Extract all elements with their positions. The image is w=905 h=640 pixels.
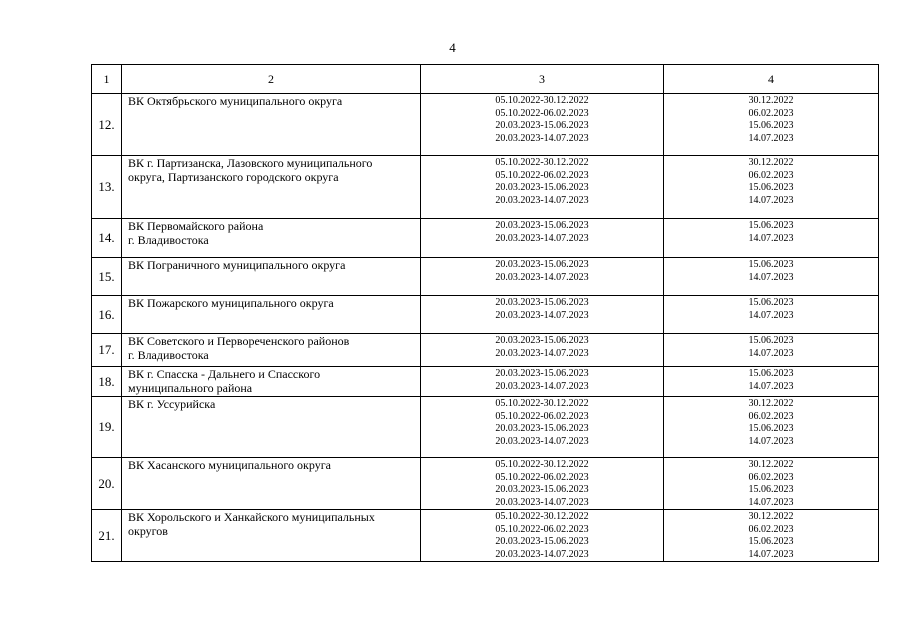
period-cell-line: 20.03.2023-15.06.2023	[495, 536, 589, 547]
deadline-cell	[664, 296, 879, 334]
period-cell-line: 20.03.2023-15.06.2023	[495, 297, 589, 308]
deadline-cell-line: 14.07.2023	[748, 194, 794, 206]
period-cell-line: 20.03.2023-14.07.2023	[495, 435, 589, 447]
period-cell-line: 05.10.2022-30.12.2022	[495, 157, 589, 168]
deadline-cell-line: 06.02.2023	[748, 471, 794, 483]
period-cell-line: 20.03.2023-15.06.2023	[495, 423, 589, 434]
header-col-1: 1	[92, 65, 122, 94]
table-row	[92, 458, 879, 510]
deadline-cell-line: 06.02.2023	[748, 107, 794, 119]
table-body	[92, 94, 879, 562]
period-cell-line: 20.03.2023-15.06.2023	[495, 120, 589, 131]
commission-name-line: муниципального района	[128, 380, 253, 395]
deadline-cell-line: 15.06.2023	[748, 120, 794, 131]
commission-name	[122, 156, 421, 219]
period-cell-line: 05.10.2022-06.02.2023	[495, 107, 589, 119]
deadline-cell	[664, 219, 879, 258]
row-number: 16.	[92, 296, 122, 334]
commission-name	[122, 367, 421, 397]
deadline-cell-line: 30.12.2022	[748, 95, 794, 106]
commission-name-line: округов	[128, 523, 168, 538]
period-cell-line: 05.10.2022-30.12.2022	[495, 511, 589, 522]
period-cell-line: 20.03.2023-15.06.2023	[495, 335, 589, 346]
deadline-cell-line: 14.07.2023	[748, 347, 794, 359]
commission-name-line: г. Владивостока	[128, 232, 209, 247]
deadline-cell	[664, 397, 879, 458]
table-row	[92, 219, 879, 258]
period-cell-line: 05.10.2022-30.12.2022	[495, 398, 589, 409]
deadline-cell-line: 15.06.2023	[748, 259, 794, 270]
period-cell-line: 20.03.2023-14.07.2023	[495, 496, 589, 508]
deadline-cell-line: 06.02.2023	[748, 169, 794, 181]
deadline-cell-line: 30.12.2022	[748, 398, 794, 409]
row-number: 14.	[92, 219, 122, 258]
period-cell-line: 05.10.2022-06.02.2023	[495, 410, 589, 422]
commission-schedule-table	[91, 64, 879, 562]
deadline-cell-line: 14.07.2023	[748, 309, 794, 321]
deadline-cell-line: 30.12.2022	[748, 157, 794, 168]
row-number: 13.	[92, 156, 122, 219]
period-cell	[421, 296, 664, 334]
table-row	[92, 510, 879, 562]
deadline-cell-line: 15.06.2023	[748, 536, 794, 547]
deadline-cell	[664, 510, 879, 562]
period-cell-line: 20.03.2023-14.07.2023	[495, 194, 589, 206]
period-cell-line: 20.03.2023-14.07.2023	[495, 548, 589, 560]
deadline-cell-line: 14.07.2023	[748, 496, 794, 508]
commission-name	[122, 510, 421, 562]
deadline-cell	[664, 334, 879, 367]
commission-name-line: ВК Хасанского муниципального округа	[128, 458, 331, 472]
commission-name-line: ВК Пожарского муниципального округа	[128, 296, 334, 310]
deadline-cell-line: 14.07.2023	[748, 548, 794, 560]
row-number: 18.	[92, 367, 122, 397]
table-row	[92, 156, 879, 219]
page-number: 4	[449, 40, 456, 55]
row-number: 12.	[92, 94, 122, 156]
period-cell-line: 05.10.2022-06.02.2023	[495, 471, 589, 483]
commission-name	[122, 219, 421, 258]
commission-name	[122, 94, 421, 156]
commission-name-line: ВК г. Уссурийска	[128, 397, 216, 411]
deadline-cell-line: 30.12.2022	[748, 511, 794, 522]
period-cell	[421, 94, 664, 156]
period-cell	[421, 219, 664, 258]
period-cell	[421, 367, 664, 397]
commission-name	[122, 258, 421, 296]
period-cell-line: 20.03.2023-15.06.2023	[495, 220, 589, 231]
period-cell	[421, 334, 664, 367]
commission-name	[122, 334, 421, 367]
deadline-cell-line: 15.06.2023	[748, 423, 794, 434]
period-cell-line: 20.03.2023-14.07.2023	[495, 232, 589, 244]
deadline-cell-line: 06.02.2023	[748, 410, 794, 422]
deadline-cell-line: 14.07.2023	[748, 271, 794, 283]
table-row	[92, 296, 879, 334]
row-number: 21.	[92, 510, 122, 562]
deadline-cell-line: 15.06.2023	[748, 182, 794, 193]
commission-name	[122, 296, 421, 334]
row-number: 19.	[92, 397, 122, 458]
table-row	[92, 258, 879, 296]
period-cell-line: 20.03.2023-15.06.2023	[495, 368, 589, 379]
period-cell-line: 20.03.2023-15.06.2023	[495, 259, 589, 270]
commission-name-line: ВК г. Спасска - Дальнего и Спасского	[128, 367, 321, 381]
period-cell	[421, 458, 664, 510]
period-cell-line: 05.10.2022-06.02.2023	[495, 523, 589, 535]
header-col-2: 2	[122, 65, 421, 94]
period-cell-line: 05.10.2022-06.02.2023	[495, 169, 589, 181]
table-row	[92, 397, 879, 458]
deadline-cell-line: 15.06.2023	[748, 335, 794, 346]
period-cell-line: 20.03.2023-15.06.2023	[495, 182, 589, 193]
deadline-cell-line: 30.12.2022	[748, 459, 794, 470]
period-cell-line: 20.03.2023-14.07.2023	[495, 271, 589, 283]
period-cell	[421, 397, 664, 458]
table-row	[92, 334, 879, 367]
deadline-cell-line: 14.07.2023	[748, 232, 794, 244]
deadline-cell-line: 14.07.2023	[748, 435, 794, 447]
deadline-cell	[664, 94, 879, 156]
table-row	[92, 94, 879, 156]
period-cell-line: 05.10.2022-30.12.2022	[495, 459, 589, 470]
deadline-cell-line: 15.06.2023	[748, 484, 794, 495]
deadline-cell-line: 14.07.2023	[748, 380, 794, 392]
period-cell-line: 20.03.2023-15.06.2023	[495, 484, 589, 495]
deadline-cell	[664, 156, 879, 219]
commission-name-line: округа, Партизанского городского округа	[128, 169, 339, 184]
commission-name-line: ВК Пограничного муниципального округа	[128, 258, 346, 272]
commission-name-line: ВК Октябрьского муниципального округа	[128, 94, 343, 108]
period-cell-line: 20.03.2023-14.07.2023	[495, 380, 589, 392]
period-cell-line: 05.10.2022-30.12.2022	[495, 95, 589, 106]
deadline-cell-line: 15.06.2023	[748, 220, 794, 231]
commission-name	[122, 397, 421, 458]
table-header-row	[92, 65, 879, 94]
period-cell-line: 20.03.2023-14.07.2023	[495, 132, 589, 144]
commission-name-line: ВК г. Партизанска, Лазовского муниципального	[128, 156, 373, 170]
table-row	[92, 367, 879, 397]
period-cell-line: 20.03.2023-14.07.2023	[495, 309, 589, 321]
header-col-4: 4	[664, 65, 879, 94]
deadline-cell-line: 14.07.2023	[748, 132, 794, 144]
period-cell	[421, 510, 664, 562]
period-cell	[421, 258, 664, 296]
period-cell	[421, 156, 664, 219]
period-cell-line: 20.03.2023-14.07.2023	[495, 347, 589, 359]
row-number: 15.	[92, 258, 122, 296]
commission-name-line: г. Владивостока	[128, 347, 209, 362]
header-col-3: 3	[421, 65, 664, 94]
commission-name-line: ВК Хорольского и Ханкайского муниципальных	[128, 510, 375, 524]
deadline-cell-line: 15.06.2023	[748, 368, 794, 379]
deadline-cell	[664, 258, 879, 296]
deadline-cell-line: 15.06.2023	[748, 297, 794, 308]
deadline-cell	[664, 458, 879, 510]
commission-name-line: ВК Советского и Первореченского районов	[128, 334, 350, 348]
row-number: 20.	[92, 458, 122, 510]
deadline-cell	[664, 367, 879, 397]
deadline-cell-line: 06.02.2023	[748, 523, 794, 535]
row-number: 17.	[92, 334, 122, 367]
commission-name-line: ВК Первомайского района	[128, 219, 264, 233]
commission-name	[122, 458, 421, 510]
